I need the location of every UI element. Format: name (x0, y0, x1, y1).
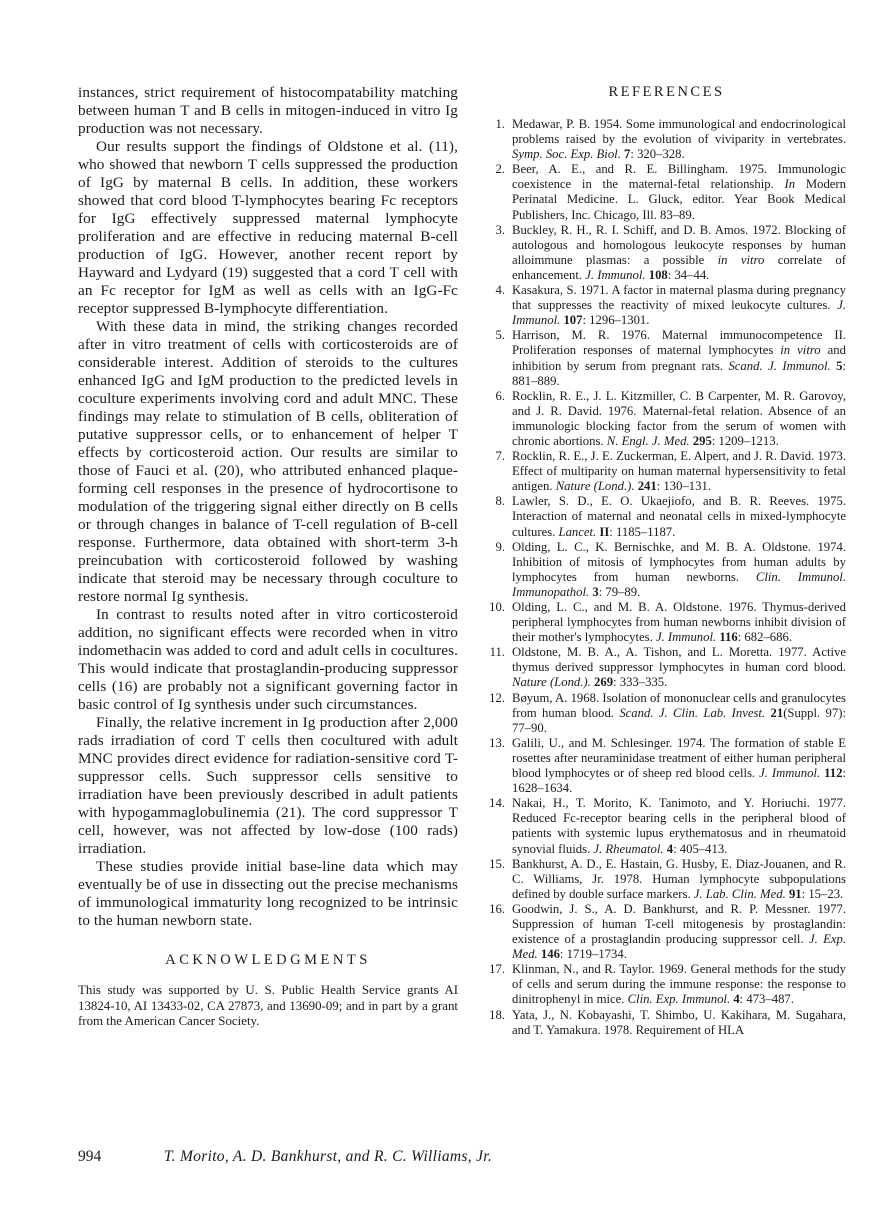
reference-item: 15. Bankhurst, A. D., E. Hastain, G. Husby, E. Diaz-Jouanen, and R. C. Williams, Jr. 1978. Human lymphocyte subpopulations defined by double surface markers. J. Lab. Clin. Med. 91: 15–23. (487, 857, 846, 902)
reference-item: 3. Buckley, R. H., R. I. Schiff, and D. B. Amos. 1972. Blocking of autologous and homologous leukocyte responses by human alloimmune plasmas: a possible in vitro correlate of enhancement. J. Immunol. 108: 34–44. (487, 223, 846, 283)
discussion-paragraph: Our results support the findings of Oldstone et al. (11), who showed that newborn T cells suppressed the production of IgG by maternal B cells. In addition, these workers showed that cord blood T-lymphocytes bearing Fc receptors for IgG effectively suppressed maternal lymphocyte proliferation and are effective in reducing maternal B-cell production of IgG. However, another recent report by Hayward and Lydyard (19) suggested that a cord T cell with an Fc receptor for IgM as well as cells with an IgG-Fc receptor suppressed B-lymphocyte differentiation. (78, 138, 458, 317)
references-heading: REFERENCES (608, 84, 725, 100)
reference-number: 12. (489, 690, 505, 705)
reference-number: 18. (489, 1007, 505, 1022)
reference-number: 17. (489, 962, 505, 977)
discussion-paragraph: In contrast to results noted after in vitro corticosteroid addition, no significant effects were recorded when in vitro indomethacin was added to cord and adult cells in cocultures. This would indicate that prostaglandin-producing suppressor cells (16) are probably not a significant governing factor in basic control of Ig synthesis under such circumstances. (78, 606, 458, 713)
acknowledgments-heading: ACKNOWLEDGMENTS (165, 952, 371, 968)
acknowledgments-text: This study was supported by U. S. Public Health Service grants AI 13824-10, AI 13433-02, CA 27873, and 13690-09; and in part by a grant from the American Cancer Society. (78, 983, 458, 1029)
reference-number: 10. (489, 600, 505, 614)
page-number: 994 (78, 1148, 102, 1165)
reference-number: 1. (495, 117, 505, 131)
reference-number: 15. (489, 856, 505, 871)
reference-item: 12. Bøyum, A. 1968. Isolation of mononuclear cells and granulocytes from human blood. Scand. J. Clin. Lab. Invest. 21(Suppl. 97): 77–90. (487, 691, 846, 736)
discussion-paragraph: These studies provide initial base-line data which may eventually be of use in dissecting out the precise mechanisms of immunological immaturity long recognized to be intrinsic to the human newborn state. (78, 858, 458, 929)
reference-number: 13. (489, 735, 505, 750)
discussion-paragraph: With these data in mind, the striking changes recorded after in vitro treatment of cells with corticosteroids are of considerable interest. Addition of steroids to the cultures enhanced IgG and IgM production to the predicted levels in coculture experiments involving cord and adult MNC. These findings may relate to stimulation of B cells, obliteration of putative suppressor cells, or to enhancement of helper T effects by corticosteroid action. Our results are similar to those of Fauci et al. (20), who attributed enhanced plaque-forming cell responses in the presence of hydrocortisone to modulation of the triggering signal either directly on B cells or through changes in balance of T-cell regulation of B-cell response. Furthermore, data obtained with short-term 3-h preincubation with corticosteroid followed by washing indicate that steroid may be necessary through coculture to restore normal Ig synthesis. (78, 318, 458, 605)
reference-item: 13. Galili, U., and M. Schlesinger. 1974. The formation of stable E rosettes after neuraminidase treatment of either human peripheral blood lymphocytes or of sheep red blood cells. J. Immunol. 112: 1628–1634. (487, 736, 846, 796)
reference-item: 14. Nakai, H., T. Morito, K. Tanimoto, and Y. Horiuchi. 1977. Reduced Fc-receptor bearing cells in the peripheral blood of patients with systemic lupus erythematosus and in rheumatoid synovial fluids. J. Rheumatol. 4: 405–413. (487, 796, 846, 856)
reference-item: 2. Beer, A. E., and R. E. Billingham. 1975. Immunologic coexistence in the maternal-fetal relationship. In Modern Perinatal Medicine. L. Gluck, editor. Year Book Medical Publishers, Inc. Chicago, Ill. 83–89. (487, 162, 846, 222)
references-list (487, 117, 846, 1038)
reference-item: 5. Harrison, M. R. 1976. Maternal immunocompetence II. Proliferation responses of maternal lymphocytes in vitro and inhibition by serum from pregnant rats. Scand. J. Immunol. 5: 881–889. (487, 328, 846, 388)
reference-number: 7. (495, 449, 505, 464)
reference-number: 2. (495, 162, 505, 177)
reference-item: 10. Olding, L. C., and M. B. A. Oldstone. 1976. Thymus-derived peripheral lymphocytes from human newborns inhibit division of their mother's lymphocytes. J. Immunol. 116: 682–686. (487, 600, 846, 645)
discussion-paragraph: Finally, the relative increment in Ig production after 2,000 rads irradiation of cord T cells then cocultured with adult MNC provides direct evidence for radiation-sensitive cord T-suppressor cells. Such suppressor cells sensitive to irradiation have been previously described in adult patients with hypogammaglobulinemia (21). The cord suppressor T cell, however, was not affected by low-dose (100 rads) irradiation. (78, 714, 458, 857)
reference-number: 11. (489, 645, 505, 660)
reference-number: 8. (495, 494, 505, 509)
reference-item: 16. Goodwin, J. S., A. D. Bankhurst, and R. P. Messner. 1977. Suppression of human T-cell mitogenesis by prostaglandin: existence of a prostaglandin producing suppressor cell. J. Exp. Med. 146: 1719–1734. (487, 902, 846, 962)
reference-number: 6. (495, 388, 505, 403)
reference-item: 6. Rocklin, R. E., J. L. Kitzmiller, C. B Carpenter, M. R. Garovoy, and J. R. David. 1976. Maternal-fetal relation. Absence of an immunologic blocking factor from the serum of women with chronic abortions. N. Engl. J. Med. 295: 1209–1213. (487, 389, 846, 449)
reference-number: 14. (489, 796, 505, 811)
reference-item: 7. Rocklin, R. E., J. E. Zuckerman, E. Alpert, and J. R. David. 1973. Effect of multiparity on human maternal hypersensitivity to fetal antigen. Nature (Lond.). 241: 130–131. (487, 449, 846, 494)
reference-number: 5. (495, 328, 505, 343)
reference-item: 9. Olding, L. C., K. Bernischke, and M. B. A. Oldstone. 1974. Inhibition of mitosis of lymphocytes from human adults by lymphocytes from human newborns. Clin. Immunol. Immunopathol. 3: 79–89. (487, 540, 846, 600)
references-column (487, 84, 846, 1038)
discussion-paragraphs (78, 84, 458, 930)
reference-number: 4. (495, 283, 505, 298)
reference-item: 1. Medawar, P. B. 1954. Some immunological and endocrinological problems raised by the evolution of viviparity in vertebrates. Symp. Soc. Exp. Biol. 7: 320–328. (487, 117, 846, 162)
reference-number: 3. (495, 222, 505, 237)
reference-item: 4. Kasakura, S. 1971. A factor in maternal plasma during pregnancy that suppresses the reactivity of mixed leukocyte cultures. J. Immunol. 107: 1296–1301. (487, 283, 846, 328)
page-body (78, 84, 846, 1038)
discussion-column (78, 84, 458, 1038)
reference-item: 11. Oldstone, M. B. A., A. Tishon, and L. Moretta. 1977. Active thymus derived suppressor lymphocytes in human cord blood. Nature (Lond.). 269: 333–335. (487, 645, 846, 690)
discussion-paragraph: instances, strict requirement of histocompatability matching between human T and B cells in mitogen-induced in vitro Ig production was not necessary. (78, 84, 458, 137)
reference-item: 8. Lawler, S. D., E. O. Ukaejiofo, and B. R. Reeves. 1975. Interaction of maternal and neonatal cells in mixed-lymphocyte cultures. Lancet. II: 1185–1187. (487, 494, 846, 539)
running-authors: T. Morito, A. D. Bankhurst, and R. C. Williams, Jr. (163, 1148, 493, 1165)
reference-number: 16. (489, 901, 505, 916)
reference-number: 9. (495, 539, 505, 554)
reference-item: 18. Yata, J., N. Kobayashi, T. Shimbo, U. Kakihara, M. Sugahara, and T. Yamakura. 1978. Requirement of HLA (487, 1008, 846, 1038)
reference-item: 17. Klinman, N., and R. Taylor. 1969. General methods for the study of cells and serum during the immune response: the response to dinitrophenyl in mice. Clin. Exp. Immunol. 4: 473–487. (487, 962, 846, 1007)
page-footer (78, 1148, 846, 1166)
